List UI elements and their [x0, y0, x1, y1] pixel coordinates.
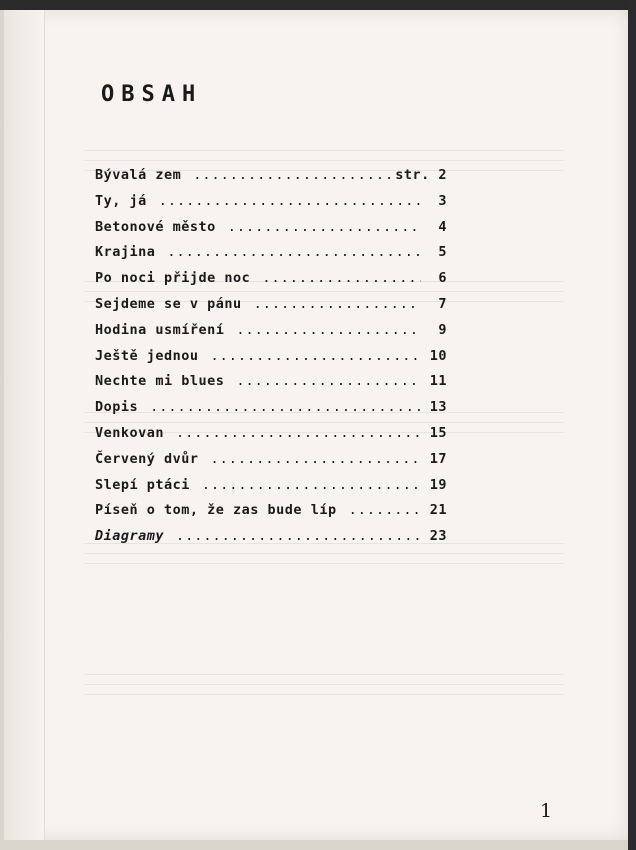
document-page [4, 10, 628, 840]
toc-leader-dots [202, 477, 421, 493]
toc-leader-dots [236, 322, 421, 338]
scan-edge-top [0, 0, 636, 10]
toc-leader-dots [228, 219, 421, 235]
toc-entry-page: 10 [429, 347, 447, 364]
toc-entry [95, 425, 447, 451]
toc-entry-title: Dopis [95, 399, 139, 416]
toc-leader-dots [236, 373, 421, 389]
toc-entry-title: Bývalá zem [95, 167, 182, 183]
toc-entry [95, 167, 447, 193]
toc-entry [95, 477, 447, 503]
page-binding-edge [4, 10, 45, 840]
toc-leader-dots [176, 425, 421, 441]
toc-entry [95, 270, 447, 296]
toc-entry-title: Nechte mi blues [95, 373, 225, 390]
toc-leader-dots [159, 193, 421, 209]
toc-entry-title: Krajina [95, 244, 156, 261]
toc-entry-title: Betonové město [95, 218, 216, 235]
toc-entry-title: Po noci přijde noc [95, 270, 251, 287]
toc-entry-title: Diagramy [95, 528, 165, 545]
table-of-contents [95, 167, 447, 554]
toc-entry-page: 13 [429, 399, 447, 416]
toc-entry-page: 3 [438, 192, 447, 209]
toc-entry [95, 193, 447, 219]
page-number: 1 [540, 800, 553, 822]
toc-entry-title: Slepí ptáci [95, 476, 190, 493]
toc-entry-page: 21 [429, 502, 447, 519]
scan-edge-right [628, 0, 636, 850]
toc-entry-page: 17 [429, 450, 447, 467]
toc-entry [95, 348, 447, 374]
toc-entry [95, 502, 447, 528]
toc-entry-title: Ještě jednou [95, 347, 199, 364]
toc-entry [95, 322, 447, 348]
toc-entry-title: Ty, já [95, 192, 147, 209]
toc-entry [95, 528, 447, 554]
toc-leader-dots [211, 348, 421, 364]
toc-leader-dots [176, 528, 421, 544]
toc-entry-page: 6 [438, 270, 447, 287]
toc-leader-dots [254, 296, 421, 312]
toc-entry [95, 244, 447, 270]
toc-leader-dots [262, 270, 421, 286]
toc-entry-page: 15 [429, 424, 447, 441]
toc-entry-page: str. 2 [395, 167, 447, 183]
toc-entry [95, 399, 447, 425]
toc-entry-title: Hodina usmíření [95, 321, 225, 338]
toc-entry-title: Sejdeme se v pánu [95, 295, 242, 312]
toc-entry [95, 451, 447, 477]
toc-leader-dots [211, 451, 421, 467]
toc-entry [95, 219, 447, 245]
toc-leader-dots [349, 502, 421, 518]
toc-leader-dots [167, 244, 421, 260]
toc-entry-title: Červený dvůr [95, 450, 199, 467]
toc-entry-page: 23 [429, 528, 447, 545]
toc-entry-page: 9 [438, 321, 447, 338]
toc-entry-title: Venkovan [95, 424, 165, 441]
toc-entry-page: 4 [438, 218, 447, 235]
toc-entry [95, 373, 447, 399]
toc-entry-page: 7 [438, 295, 447, 312]
toc-entry-page: 5 [438, 244, 447, 261]
toc-entry [95, 296, 447, 322]
toc-entry-page: 19 [429, 476, 447, 493]
toc-leader-dots [193, 167, 391, 183]
toc-leader-dots [150, 399, 421, 415]
page-title: OBSAH [101, 82, 203, 107]
toc-entry-page: 11 [429, 373, 447, 390]
toc-entry-title: Píseň o tom, že zas bude líp [95, 502, 337, 519]
